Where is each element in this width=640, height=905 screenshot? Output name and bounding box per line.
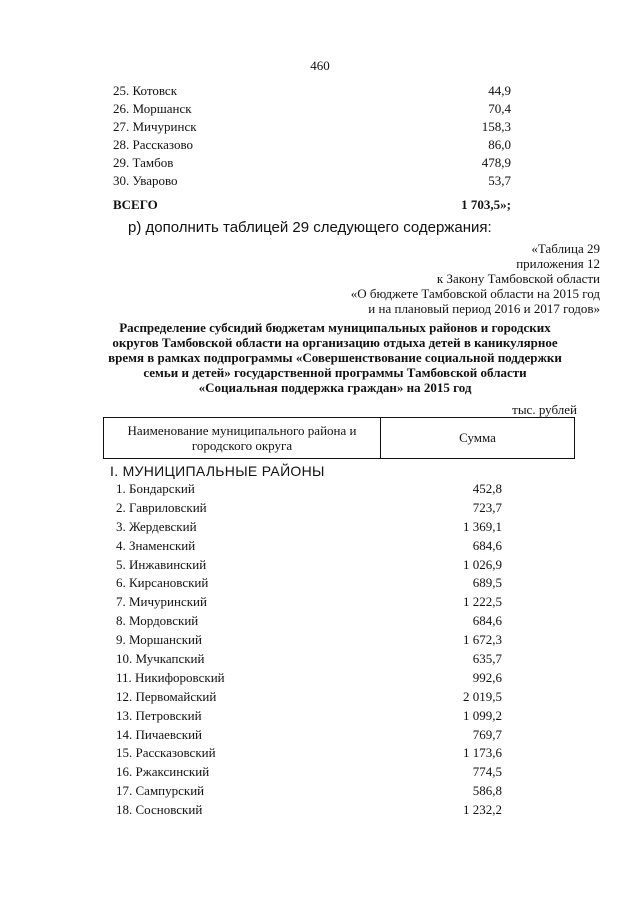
table-row (113, 100, 511, 118)
row-value: 478,9 (481, 155, 511, 170)
row-value: 44,9 (488, 83, 511, 98)
row-value: 586,8 (472, 783, 502, 799)
heading-line: «Социальная поддержка граждан» на 2015 год (198, 380, 472, 395)
row-name: 14. Пичаевский (116, 726, 202, 742)
row-name: 27. Мичуринск (113, 119, 197, 134)
row-name: 5. Инжавинский (116, 556, 207, 572)
table-row (116, 499, 502, 518)
row-value: 1 099,2 (463, 707, 502, 723)
row-name: 9. Моршанский (116, 632, 202, 648)
row-value: 1 173,6 (463, 745, 502, 761)
table-row (116, 631, 502, 650)
row-name: 30. Уварово (113, 173, 178, 188)
row-value: 1 026,9 (463, 556, 502, 572)
row-name: 25. Котовск (113, 83, 178, 98)
table-row (116, 688, 502, 707)
row-value: 769,7 (472, 726, 502, 742)
column-header-line: городского округа (191, 438, 293, 453)
table-row (113, 118, 511, 136)
section-title: I. МУНИЦИПАЛЬНЫЕ РАЙОНЫ (110, 463, 325, 479)
total-label: ВСЕГО (113, 197, 158, 212)
row-value: 689,5 (472, 575, 502, 591)
row-name: 17. Сампурский (116, 783, 205, 799)
table-row (116, 782, 502, 801)
table-caption (351, 241, 600, 316)
table-row (116, 650, 502, 669)
caption-line: «Таблица 29 (531, 241, 600, 256)
previous-table (113, 82, 511, 218)
row-value: 684,6 (472, 613, 502, 629)
instruction-text: р) дополнить таблицей 29 следующего содержания: (128, 219, 492, 236)
table-row (116, 537, 502, 556)
column-header-sum: Сумма (459, 430, 496, 445)
row-name: 26. Моршанск (113, 101, 192, 116)
row-value: 774,5 (472, 764, 502, 780)
row-value: 635,7 (472, 651, 502, 667)
row-name: 3. Жердевский (116, 518, 197, 534)
row-name: 28. Рассказово (113, 137, 194, 152)
table-row (116, 763, 502, 782)
row-value: 158,3 (481, 119, 511, 134)
table-heading (100, 320, 570, 395)
caption-line: к Закону Тамбовской области (436, 271, 600, 286)
total-value: 1 703,5»; (461, 197, 511, 212)
column-header-name (104, 418, 381, 458)
row-name: 2. Гавриловский (116, 499, 207, 515)
table-row (116, 669, 502, 688)
heading-line: Распределение субсидий бюджетам муниципальных районов и городских (119, 320, 551, 335)
row-name: 15. Рассказовский (116, 745, 216, 761)
table-row (113, 154, 511, 172)
caption-line: приложения 12 (516, 256, 600, 271)
row-name: 16. Ржаксинский (116, 764, 210, 780)
row-value: 53,7 (488, 173, 511, 188)
row-value: 684,6 (472, 537, 502, 553)
table-row (116, 726, 502, 745)
row-name: 11. Никифоровский (116, 669, 225, 685)
unit-label: тыс. рублей (512, 402, 577, 417)
heading-line: округов Тамбовской области на организацию отдыха детей в каникулярное (112, 335, 558, 350)
row-name: 13. Петровский (116, 707, 202, 723)
table-row (116, 801, 502, 820)
row-name: 6. Кирсановский (116, 575, 209, 591)
table-row (113, 172, 511, 190)
row-name: 7. Мичуринский (116, 594, 207, 610)
caption-line: и на плановый период 2016 и 2017 годов» (368, 301, 600, 316)
row-name: 18. Сосновский (116, 802, 203, 818)
row-value: 1 232,2 (463, 802, 502, 818)
row-value: 1 672,3 (463, 632, 502, 648)
row-value: 1 222,5 (463, 594, 502, 610)
row-value: 452,8 (472, 481, 502, 496)
caption-line: «О бюджете Тамбовской области на 2015 год (350, 286, 600, 301)
page-number: 460 (310, 58, 330, 73)
row-value: 1 369,1 (463, 518, 502, 534)
column-header-line: Наименование муниципального района и (127, 423, 357, 438)
table-row (116, 744, 502, 763)
heading-line: семьи и детей» государственной программы Тамбовской области (143, 365, 527, 380)
row-value: 2 019,5 (463, 688, 502, 704)
table-row (116, 556, 502, 575)
total-row (113, 192, 511, 218)
table-row (116, 707, 502, 726)
row-name: 8. Мордовский (116, 613, 199, 629)
row-value: 992,6 (472, 669, 502, 685)
subsidy-table (116, 480, 502, 820)
row-name: 4. Знаменский (116, 537, 196, 553)
table-row (113, 136, 511, 154)
heading-line: время в рамках подпрограммы «Совершенствование социальной поддержки (108, 350, 562, 365)
row-name: 12. Первомайский (116, 688, 217, 704)
row-name: 29. Тамбов (113, 155, 174, 170)
row-value: 723,7 (472, 499, 502, 515)
row-name: 1. Бондарский (116, 481, 195, 496)
table-row (116, 593, 502, 612)
row-name: 10. Мучкапский (116, 651, 205, 667)
table-row (116, 518, 502, 537)
table-row (113, 82, 511, 100)
table-row (116, 480, 502, 499)
row-value: 70,4 (488, 101, 511, 116)
table-row (116, 612, 502, 631)
row-value: 86,0 (488, 137, 511, 152)
table-header (103, 417, 575, 459)
table-row (116, 574, 502, 593)
